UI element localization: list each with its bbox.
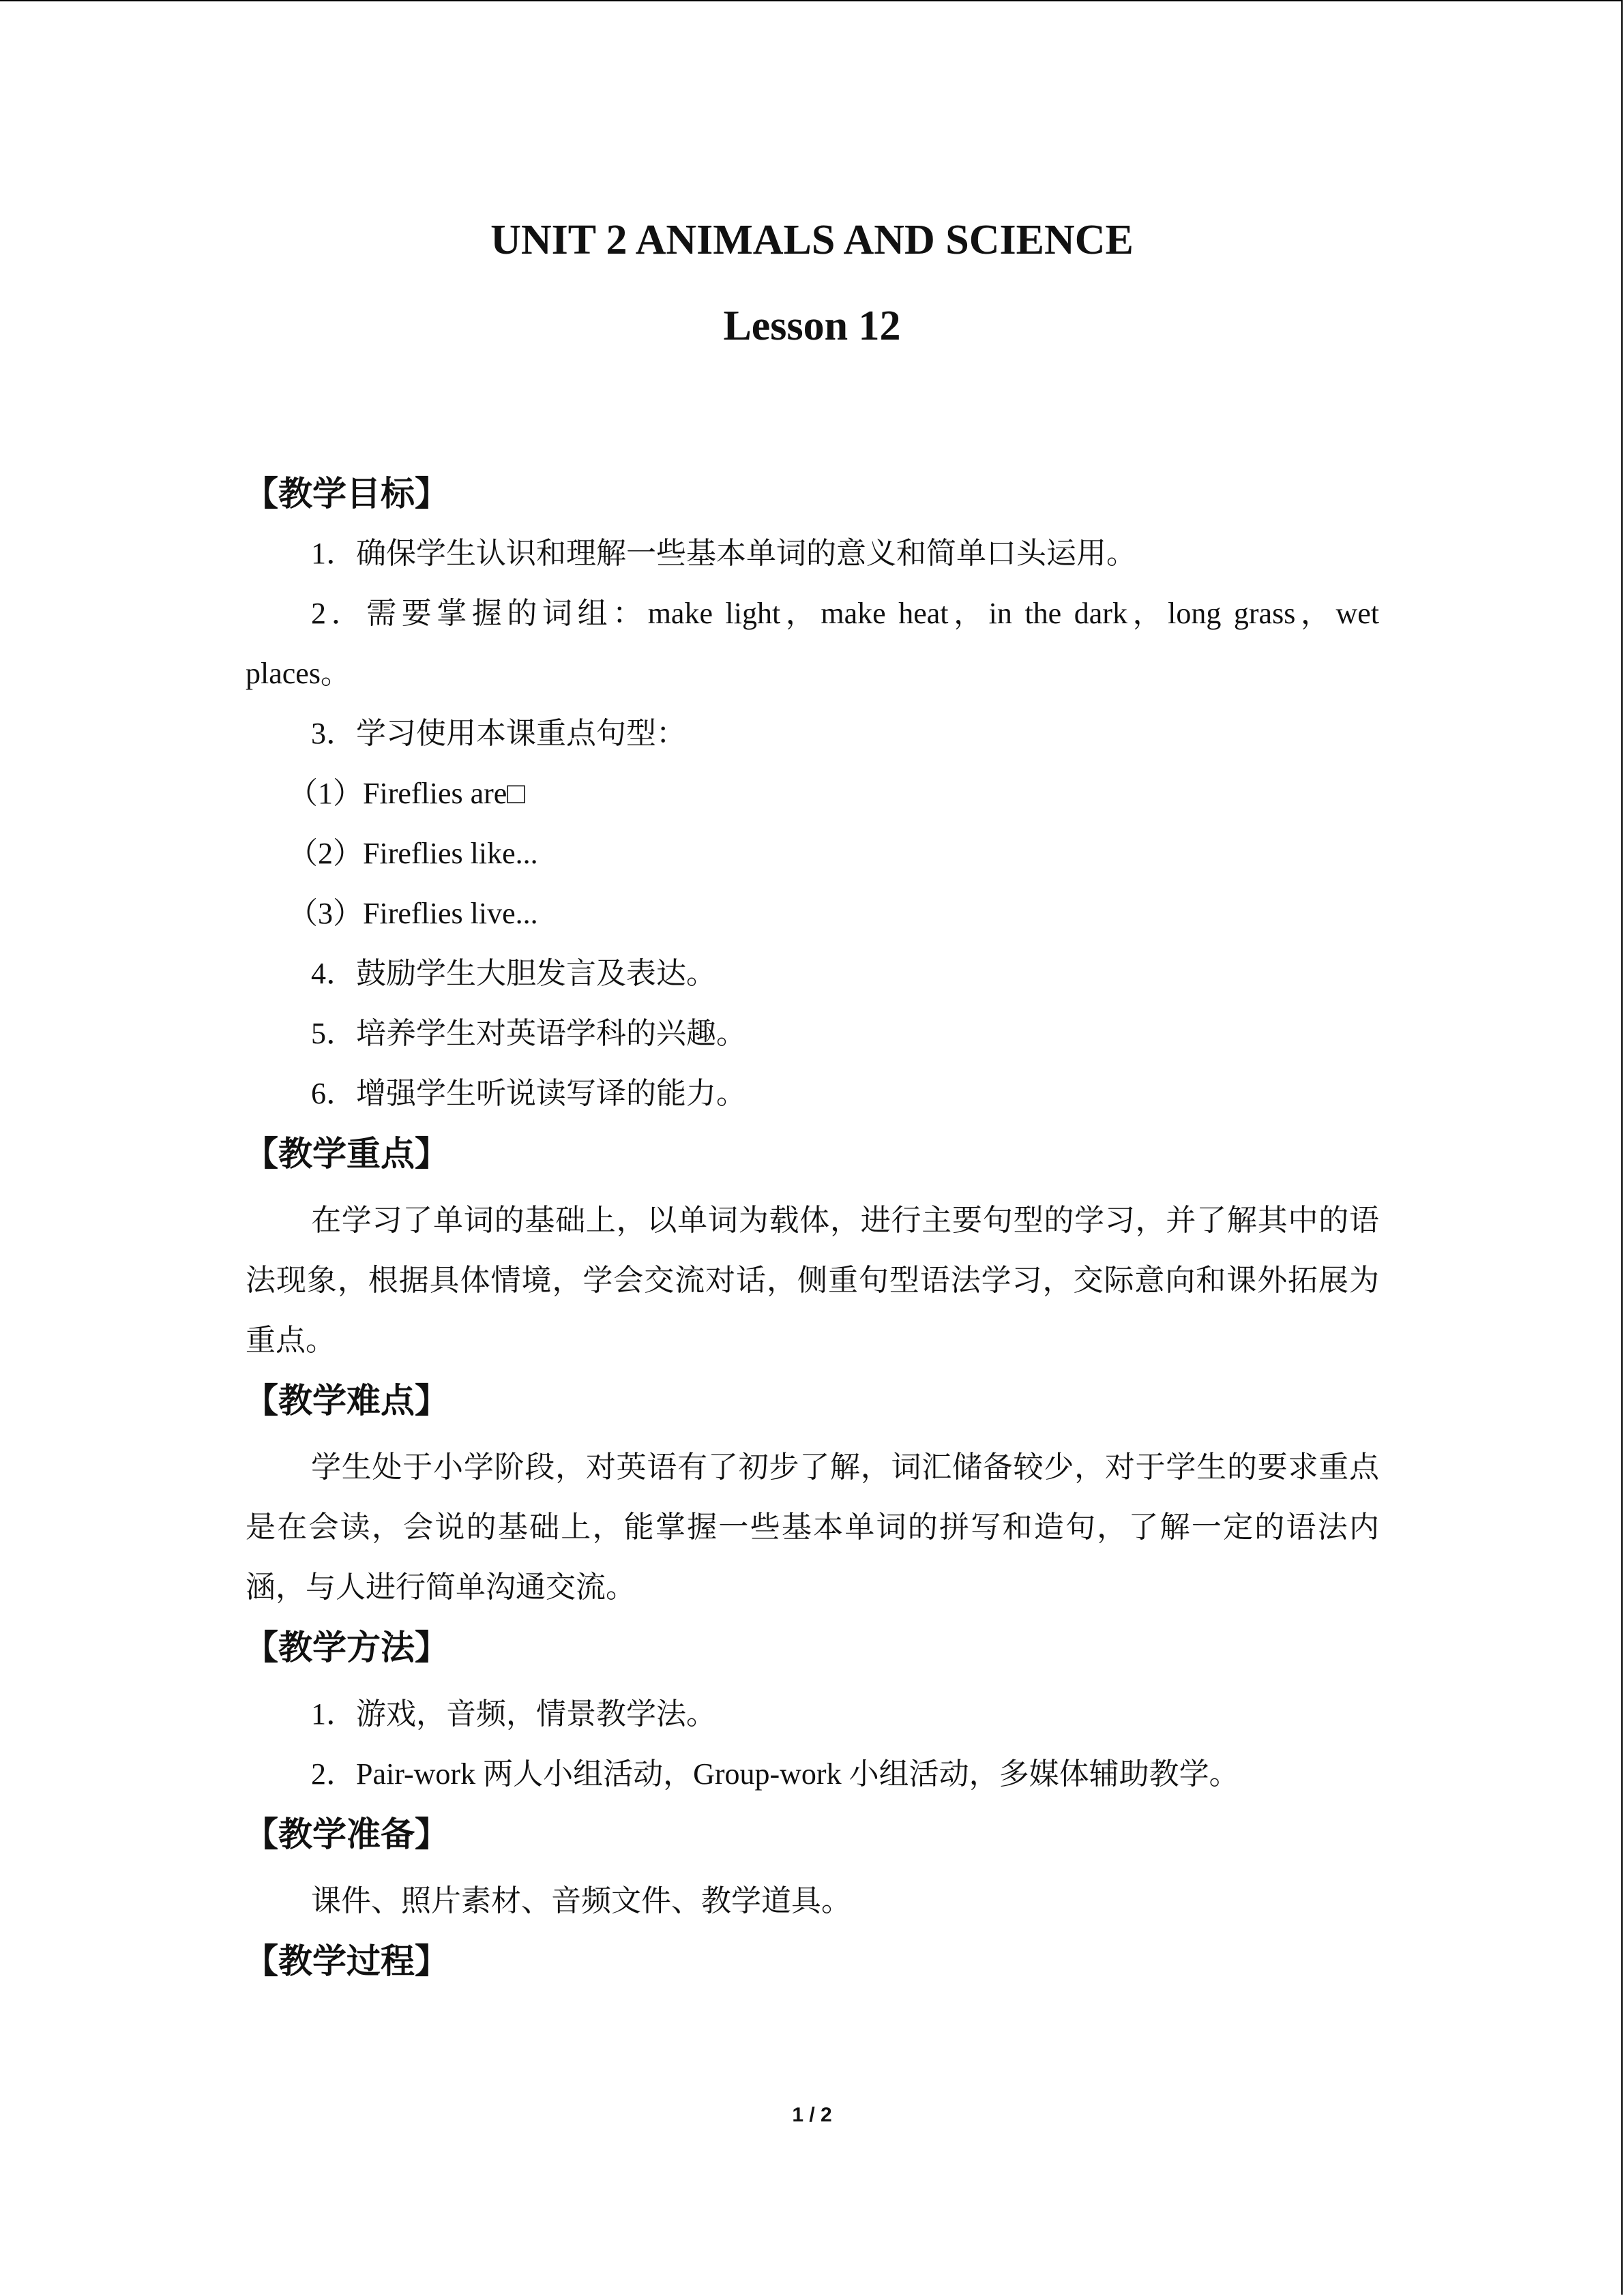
section-process — [246, 1931, 1379, 1991]
document-body — [246, 464, 1379, 1991]
section-preparation — [246, 1804, 1379, 1931]
document-title: UNIT 2 ANIMALS AND SCIENCE — [490, 217, 1134, 263]
section-heading-process: 【教学过程】 — [244, 1941, 449, 1981]
section-heading-methods: 【教学方法】 — [244, 1628, 449, 1667]
difficulties-paragraph: 学生处于小学阶段，对英语有了初步了解，词汇储备较少，对于学生的要求重点是在会读，会说的基础上，能掌握一些基本单词的拼写和造句，了解一定的语法内涵，与人进行简单沟通交流。 — [246, 1450, 1379, 1604]
objective-item-continuation: places。 — [246, 657, 351, 690]
section-heading-objectives: 【教学目标】 — [244, 474, 449, 513]
page-number: 1 / 2 — [792, 2104, 832, 2126]
method-item: 1．游戏，音频，情景教学法。 — [311, 1697, 716, 1731]
objective-item: 2．需要掌握的词组：make light，make heat，in the dark，long grass，wet — [311, 597, 1379, 630]
preparation-text: 课件、照片素材、音频文件、教学道具。 — [311, 1884, 851, 1918]
section-objectives — [246, 464, 1379, 1124]
objective-item: 3．学习使用本课重点句型： — [311, 717, 686, 750]
objective-item: 5．培养学生对英语学科的兴趣。 — [311, 1017, 746, 1050]
section-heading-difficulties: 【教学难点】 — [244, 1381, 449, 1420]
sentence-pattern-item: （3）Fireflies live... — [288, 897, 538, 930]
section-heading-key-points: 【教学重点】 — [244, 1134, 449, 1174]
sentence-pattern-item: （2）Fireflies like... — [288, 837, 538, 870]
lesson-subtitle: Lesson 12 — [723, 303, 901, 349]
objective-item: 4．鼓励学生大胆发言及表达。 — [311, 957, 716, 990]
objective-item: 6．增强学生听说读写译的能力。 — [311, 1077, 746, 1110]
sentence-pattern-item: （1）Fireflies are□ — [288, 777, 525, 810]
section-methods — [246, 1617, 1379, 1804]
section-key-points — [246, 1124, 1379, 1371]
section-difficulties — [246, 1371, 1379, 1617]
section-heading-preparation: 【教学准备】 — [244, 1815, 449, 1854]
method-item: 2．Pair-work 两人小组活动，Group-work 小组活动，多媒体辅助教学。 — [311, 1757, 1239, 1791]
key-points-paragraph: 在学习了单词的基础上，以单词为载体，进行主要句型的学习，并了解其中的语法现象，根据具体情境，学会交流对话，侧重句型语法学习，交际意向和课外拓展为重点。 — [246, 1204, 1379, 1357]
objective-item: 1．确保学生认识和理解一些基本单词的意义和简单口头运用。 — [311, 537, 1136, 570]
